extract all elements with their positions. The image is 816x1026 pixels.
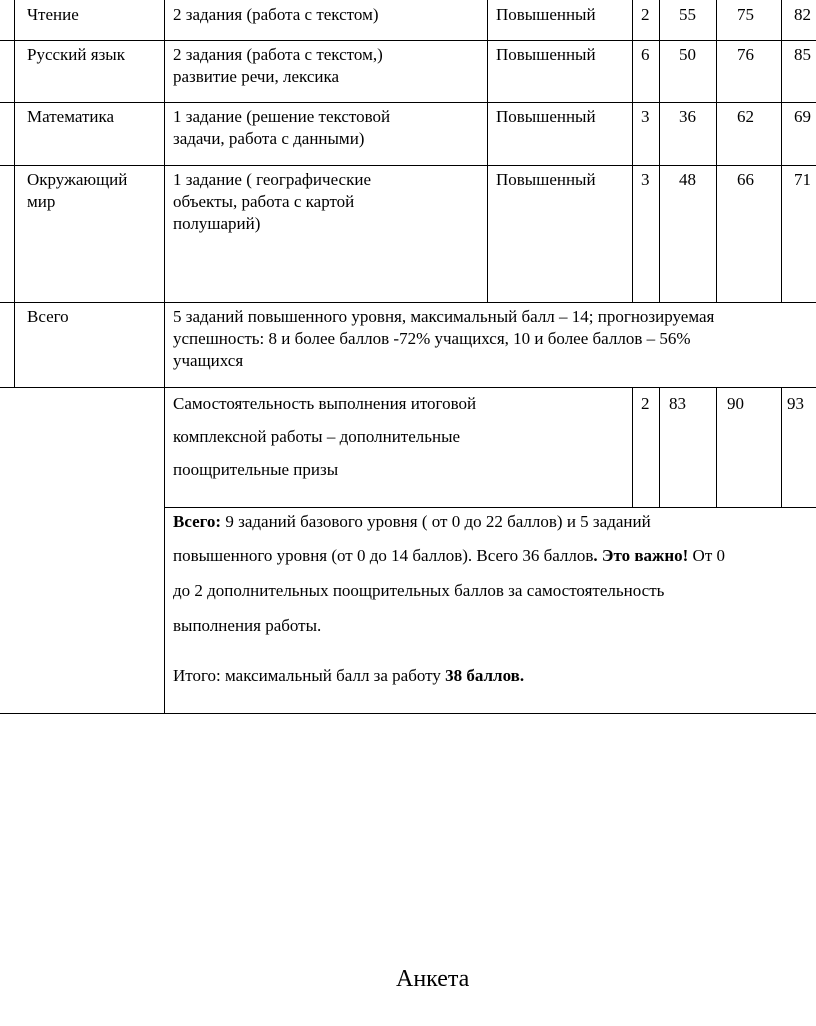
column-separator <box>632 388 633 508</box>
row-separator <box>0 102 816 103</box>
column-separator <box>659 388 660 508</box>
value-cell: 66 <box>737 170 754 189</box>
column-separator <box>164 0 165 714</box>
task-cell-line: 2 задания (работа с текстом,) <box>173 45 383 64</box>
row-separator <box>164 507 816 508</box>
total-text-line: 5 заданий повышенного уровня, максимальный балл – 14; прогнозируемая <box>173 307 715 326</box>
value-cell: 36 <box>679 107 696 126</box>
value-cell: 62 <box>737 107 754 126</box>
count-cell: 6 <box>641 45 650 64</box>
value-cell: 82 <box>794 5 811 24</box>
column-separator <box>659 0 660 303</box>
summary-text: Итого: максимальный балл за работу <box>173 666 446 685</box>
summary-final-line <box>173 665 524 687</box>
summary-text: повышенного уровня (от 0 до 14 баллов). Всего 36 баллов <box>173 546 594 565</box>
count-cell: 3 <box>641 107 650 126</box>
column-separator <box>781 0 782 303</box>
value-cell: 90 <box>727 394 744 413</box>
column-separator <box>632 0 633 303</box>
value-cell: 83 <box>669 394 686 413</box>
column-separator <box>716 388 717 508</box>
value-cell: 50 <box>679 45 696 64</box>
summary-text: От 0 <box>688 546 726 565</box>
value-cell: 71 <box>794 170 811 189</box>
column-separator <box>14 0 15 388</box>
table-bottom-border <box>0 713 816 714</box>
row-separator <box>0 302 816 303</box>
level-cell: Повышенный <box>496 45 596 64</box>
column-separator <box>487 0 488 303</box>
task-cell: 2 задания (работа с текстом) <box>173 5 379 24</box>
value-cell: 85 <box>794 45 811 64</box>
subject-cell: Математика <box>27 107 115 126</box>
task-cell-line: объекты, работа с картой <box>173 192 355 211</box>
total-text-line: учащихся <box>173 351 244 370</box>
level-cell: Повышенный <box>496 170 596 189</box>
summary-bold: . Это важно! <box>593 546 689 565</box>
independence-text-line: комплексной работы – дополнительные <box>173 427 461 446</box>
value-cell: 75 <box>737 5 754 24</box>
total-text-line: успешность: 8 и более баллов -72% учащихся, 10 и более баллов – 56% <box>173 329 691 348</box>
value-cell: 55 <box>679 5 696 24</box>
column-separator <box>716 0 717 303</box>
subject-cell-line: Окружающий <box>27 170 128 189</box>
independence-text-line: Самостоятельность выполнения итоговой <box>173 394 477 413</box>
summary-bold: 38 баллов. <box>445 666 525 685</box>
summary-bold: Всего: <box>173 512 222 531</box>
subject-cell: Чтение <box>27 5 79 24</box>
value-cell: 93 <box>787 394 804 413</box>
summary-text: 9 заданий базового уровня ( от 0 до 22 баллов) и 5 заданий <box>221 512 651 531</box>
count-cell: 2 <box>641 5 650 24</box>
row-separator <box>0 165 816 166</box>
value-cell: 76 <box>737 45 754 64</box>
task-cell-line: 1 задание ( географические <box>173 170 371 189</box>
task-cell-line: задачи, работа с данными) <box>173 129 365 148</box>
count-cell: 2 <box>641 394 650 413</box>
task-cell-line: 1 задание (решение текстовой <box>173 107 391 126</box>
row-separator <box>0 40 816 41</box>
subject-cell: Русский язык <box>27 45 125 64</box>
level-cell: Повышенный <box>496 5 596 24</box>
summary-line <box>173 545 725 567</box>
value-cell: 48 <box>679 170 696 189</box>
total-label: Всего <box>27 307 69 326</box>
summary-line <box>173 511 651 533</box>
summary-line: до 2 дополнительных поощрительных баллов за самостоятельность <box>173 581 665 600</box>
questionnaire-heading: Анкета <box>396 966 470 992</box>
row-separator <box>0 387 816 388</box>
task-cell-line: полушарий) <box>173 214 261 233</box>
column-separator <box>781 388 782 508</box>
count-cell: 3 <box>641 170 650 189</box>
summary-line: выполнения работы. <box>173 616 322 635</box>
value-cell: 69 <box>794 107 811 126</box>
task-cell-line: развитие речи, лексика <box>173 67 340 86</box>
level-cell: Повышенный <box>496 107 596 126</box>
independence-text-line: поощрительные призы <box>173 460 339 479</box>
subject-cell-line: мир <box>27 192 56 211</box>
